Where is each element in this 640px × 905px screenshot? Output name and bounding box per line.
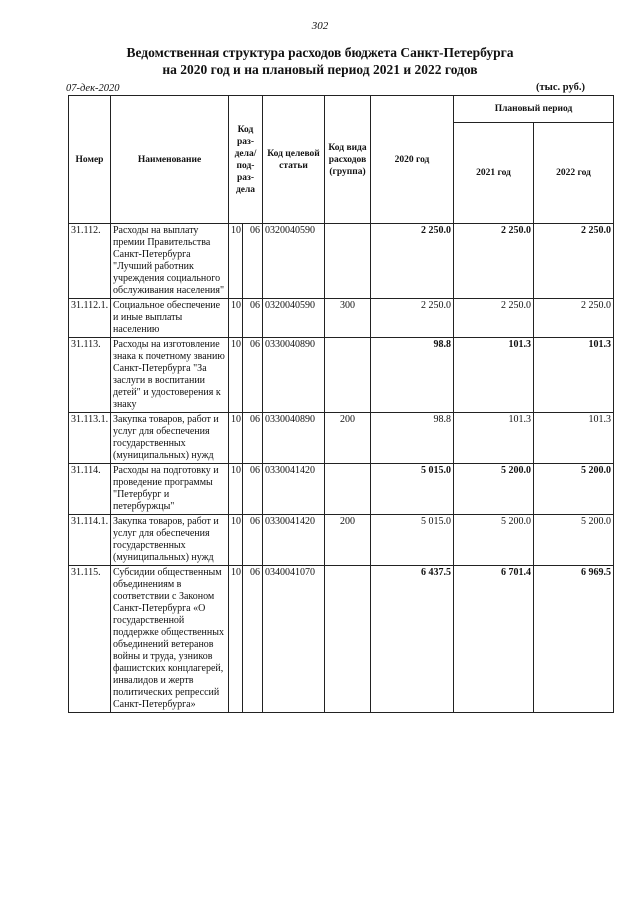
row-value-2020: 5 015.0 — [371, 464, 454, 515]
column-header-2020: 2020 год — [371, 96, 454, 224]
row-value-2022: 2 250.0 — [534, 299, 614, 338]
row-value-2020: 6 437.5 — [371, 566, 454, 713]
row-section-code: 10 — [229, 464, 243, 515]
row-number: 31.112. — [69, 224, 111, 299]
row-expense-kind: 300 — [325, 299, 371, 338]
row-value-2022: 5 200.0 — [534, 515, 614, 566]
row-value-2020: 2 250.0 — [371, 224, 454, 299]
column-header-2022: 2022 год — [534, 123, 614, 224]
document-title-line-1: Ведомственная структура расходов бюджета Санкт-Петербурга — [126, 45, 514, 60]
column-header-kind: Код вида расходов (группа) — [325, 96, 371, 224]
row-subsection-code: 06 — [243, 464, 263, 515]
budget-table-body — [69, 224, 614, 713]
page-number: 302 — [311, 20, 329, 32]
row-article-code: 0330040890 — [263, 413, 325, 464]
row-value-2022: 2 250.0 — [534, 224, 614, 299]
column-header-number: Номер — [69, 96, 111, 224]
table-row — [69, 464, 614, 515]
row-name: Расходы на выплату премии Правительства Санкт-Петербурга "Лучший работник учреждения социального обслуживания населения" — [111, 224, 229, 299]
column-header-section: Код раз- дела/ под- раз- дела — [229, 96, 263, 224]
row-value-2021: 5 200.0 — [454, 515, 534, 566]
table-row — [69, 224, 614, 299]
row-name: Закупка товаров, работ и услуг для обеспечения государственных (муниципальных) нужд — [111, 515, 229, 566]
row-expense-kind: 200 — [325, 413, 371, 464]
row-expense-kind: 200 — [325, 515, 371, 566]
row-subsection-code: 06 — [243, 299, 263, 338]
row-value-2022: 6 969.5 — [534, 566, 614, 713]
row-value-2022: 101.3 — [534, 413, 614, 464]
row-subsection-code: 06 — [243, 566, 263, 713]
budget-table — [68, 95, 614, 713]
row-expense-kind — [325, 224, 371, 299]
row-name: Расходы на подготовку и проведение программы "Петербург и петербуржцы" — [111, 464, 229, 515]
row-expense-kind — [325, 566, 371, 713]
row-article-code: 0340041070 — [263, 566, 325, 713]
row-article-code: 0320040590 — [263, 224, 325, 299]
row-subsection-code: 06 — [243, 413, 263, 464]
document-title — [0, 44, 640, 78]
row-section-code: 10 — [229, 566, 243, 713]
row-name: Субсидии общественным объединениям в соответствии с Законом Санкт-Петербурга «О государственной поддержке общественных объединений ветеранов войны и труда, узников фашистских концлагерей, инвалидов и жертв политических репрессий Санкт-Петербурга» — [111, 566, 229, 713]
row-section-code: 10 — [229, 515, 243, 566]
row-article-code: 0330040890 — [263, 338, 325, 413]
row-subsection-code: 06 — [243, 224, 263, 299]
table-row — [69, 515, 614, 566]
row-number: 31.115. — [69, 566, 111, 713]
column-header-2021: 2021 год — [454, 123, 534, 224]
row-value-2020: 2 250.0 — [371, 299, 454, 338]
row-subsection-code: 06 — [243, 515, 263, 566]
row-value-2020: 5 015.0 — [371, 515, 454, 566]
row-value-2021: 6 701.4 — [454, 566, 534, 713]
row-number: 31.114.1. — [69, 515, 111, 566]
row-number: 31.113.1. — [69, 413, 111, 464]
column-header-planned-period: Плановый период — [454, 96, 614, 123]
table-row — [69, 299, 614, 338]
row-expense-kind — [325, 464, 371, 515]
row-value-2021: 5 200.0 — [454, 464, 534, 515]
row-value-2022: 101.3 — [534, 338, 614, 413]
table-row — [69, 566, 614, 713]
table-header-row — [69, 96, 614, 123]
row-value-2020: 98.8 — [371, 338, 454, 413]
row-expense-kind — [325, 338, 371, 413]
row-section-code: 10 — [229, 338, 243, 413]
row-name: Закупка товаров, работ и услуг для обеспечения государственных (муниципальных) нужд — [111, 413, 229, 464]
row-section-code: 10 — [229, 413, 243, 464]
row-value-2020: 98.8 — [371, 413, 454, 464]
units-label: (тыс. руб.) — [536, 82, 585, 93]
row-subsection-code: 06 — [243, 338, 263, 413]
row-name: Расходы на изготовление знака к почетному званию Санкт-Петербурга "За заслуги в воспитании детей" и удостоверения к знаку — [111, 338, 229, 413]
column-header-article: Код целевой статьи — [263, 96, 325, 224]
row-section-code: 10 — [229, 299, 243, 338]
row-number: 31.112.1. — [69, 299, 111, 338]
row-section-code: 10 — [229, 224, 243, 299]
row-name: Социальное обеспечение и иные выплаты населению — [111, 299, 229, 338]
column-header-name: Наименование — [111, 96, 229, 224]
row-value-2021: 101.3 — [454, 413, 534, 464]
row-article-code: 0330041420 — [263, 515, 325, 566]
row-value-2021: 101.3 — [454, 338, 534, 413]
document-title-line-2: на 2020 год и на плановый период 2021 и 2022 годов — [162, 62, 478, 77]
row-value-2021: 2 250.0 — [454, 224, 534, 299]
row-value-2022: 5 200.0 — [534, 464, 614, 515]
document-date: 07-дек-2020 — [66, 83, 120, 94]
row-number: 31.114. — [69, 464, 111, 515]
table-row — [69, 338, 614, 413]
table-row — [69, 413, 614, 464]
row-article-code: 0320040590 — [263, 299, 325, 338]
row-article-code: 0330041420 — [263, 464, 325, 515]
row-number: 31.113. — [69, 338, 111, 413]
row-value-2021: 2 250.0 — [454, 299, 534, 338]
